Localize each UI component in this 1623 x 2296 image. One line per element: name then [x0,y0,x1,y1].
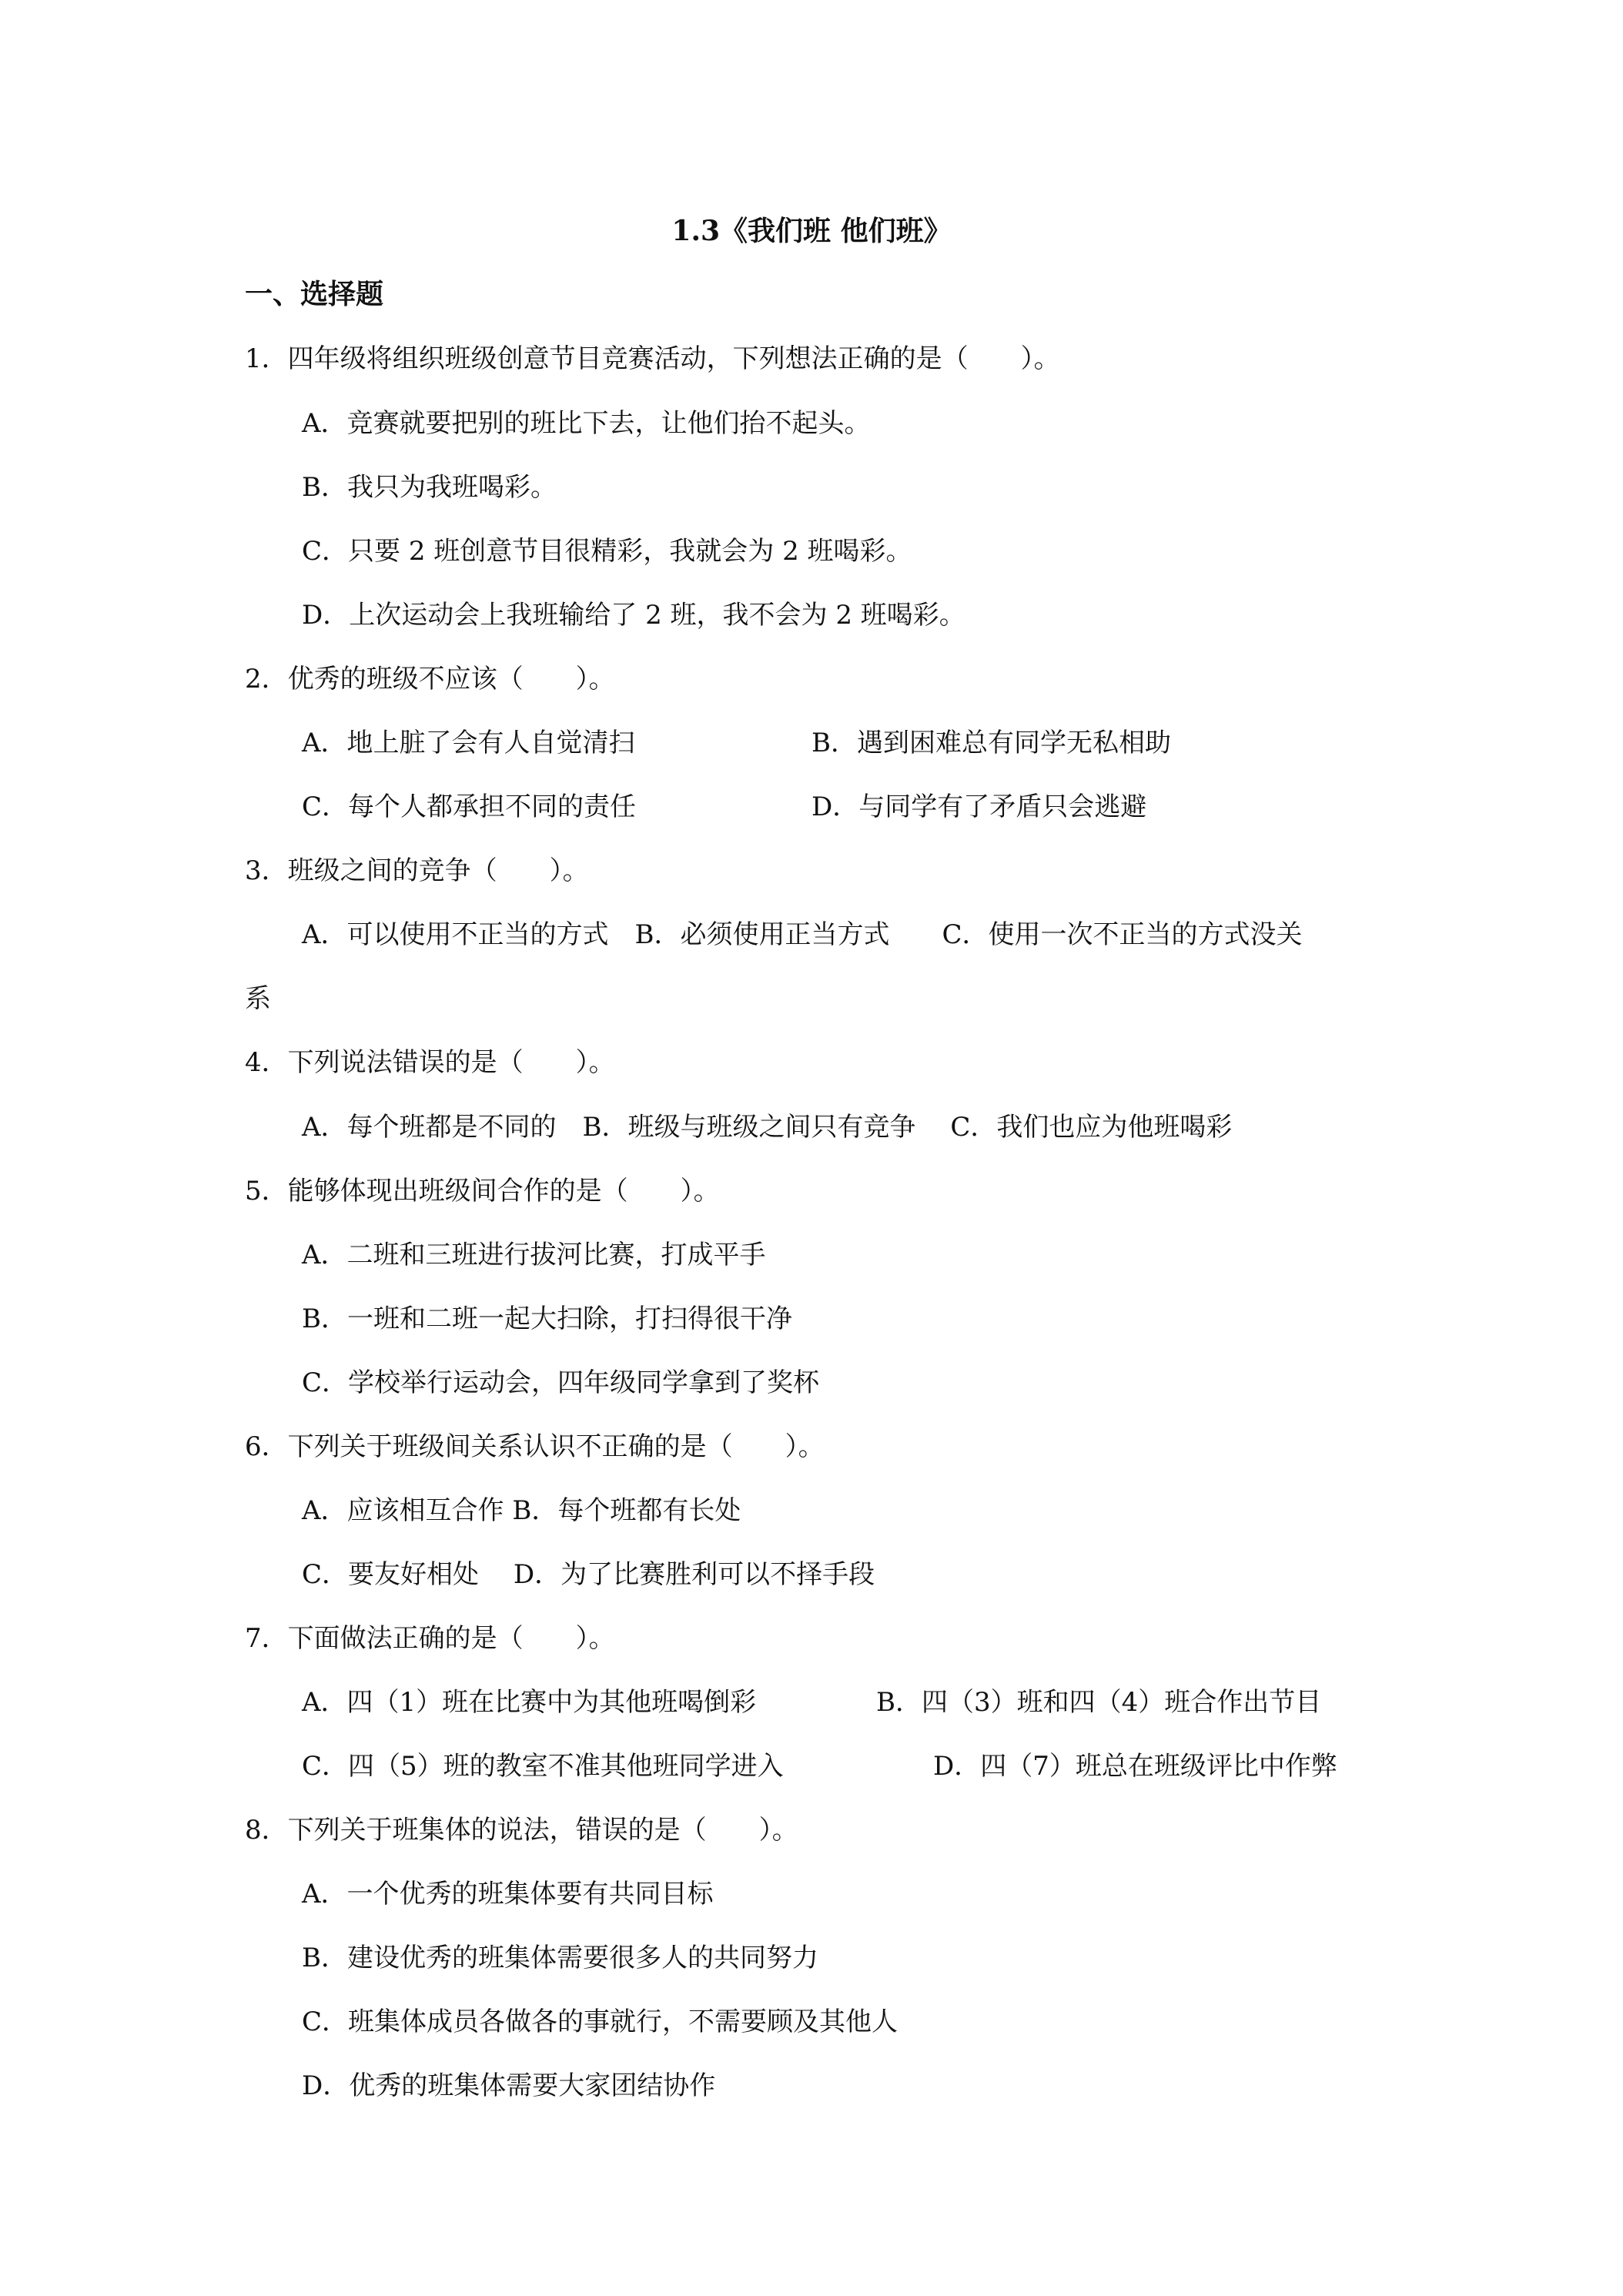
option-d: D．上次运动会上我班输给了 2 班，我不会为 2 班喝彩。 [302,600,965,631]
option-b: B．建设优秀的班集体需要很多人的共同努力 [302,1943,818,1973]
option-c: C．四（5）班的教室不准其他班同学进入 [302,1751,784,1782]
option-a: A．二班和三班进行拔河比赛，打成平手 [302,1240,766,1270]
question-stem: 1．四年级将组织班级创意节目竞赛活动，下列想法正确的是（ ）。 [245,343,1060,374]
option-a: A．地上脏了会有人自觉清扫 [302,728,635,758]
option-b: B．四（3）班和四（4）班合作出节目 [876,1687,1322,1718]
question-stem: 6．下列关于班级间关系认识不正确的是（ ）。 [245,1431,825,1462]
option-d: D．四（7）班总在班级评比中作弊 [933,1751,1337,1782]
options-line: A．应该相互合作 B．每个班都有长处 [302,1495,741,1526]
options-line: A．可以使用不正当的方式 B．必须使用正当方式 C．使用一次不正当的方式没关 [302,919,1303,950]
option-c: C．学校举行运动会，四年级同学拿到了奖杯 [302,1367,820,1398]
option-d: D．优秀的班集体需要大家团结协作 [302,2070,716,2101]
option-b: B．一班和二班一起大扫除，打扫得很干净 [302,1304,792,1334]
option-c: C．班集体成员各做各的事就行，不需要顾及其他人 [302,2006,899,2037]
option-c: C．只要 2 班创意节目很精彩，我就会为 2 班喝彩。 [302,536,912,567]
option-a: A．竞赛就要把别的班比下去，让他们抬不起头。 [302,408,871,439]
options-line-wrap: 系 [245,983,271,1014]
option-b: B．我只为我班喝彩。 [302,472,557,503]
options-line: A．每个班都是不同的 B．班级与班级之间只有竞争 C．我们也应为他班喝彩 [302,1112,1233,1143]
page-title: 1.3《我们班 他们班》 [671,215,952,247]
option-d: D．与同学有了矛盾只会逃避 [812,792,1147,822]
options-line: C．要友好相处 D．为了比赛胜利可以不择手段 [302,1559,875,1590]
option-c: C．每个人都承担不同的责任 [302,792,637,822]
question-stem: 5．能够体现出班级间合作的是（ ）。 [245,1176,720,1207]
question-stem: 7．下面做法正确的是（ ）。 [245,1623,615,1654]
option-a: A．四（1）班在比赛中为其他班喝倒彩 [302,1687,757,1718]
question-stem: 2．优秀的班级不应该（ ）。 [245,664,615,694]
question-stem: 4．下列说法错误的是（ ）。 [245,1047,615,1078]
section-heading: 一、选择题 [245,278,384,310]
question-stem: 3．班级之间的竞争（ ）。 [245,855,589,886]
option-b: B．遇到困难总有同学无私相助 [812,728,1171,758]
option-a: A．一个优秀的班集体要有共同目标 [302,1879,714,1909]
question-stem: 8．下列关于班集体的说法，错误的是（ ）。 [245,1815,798,1846]
